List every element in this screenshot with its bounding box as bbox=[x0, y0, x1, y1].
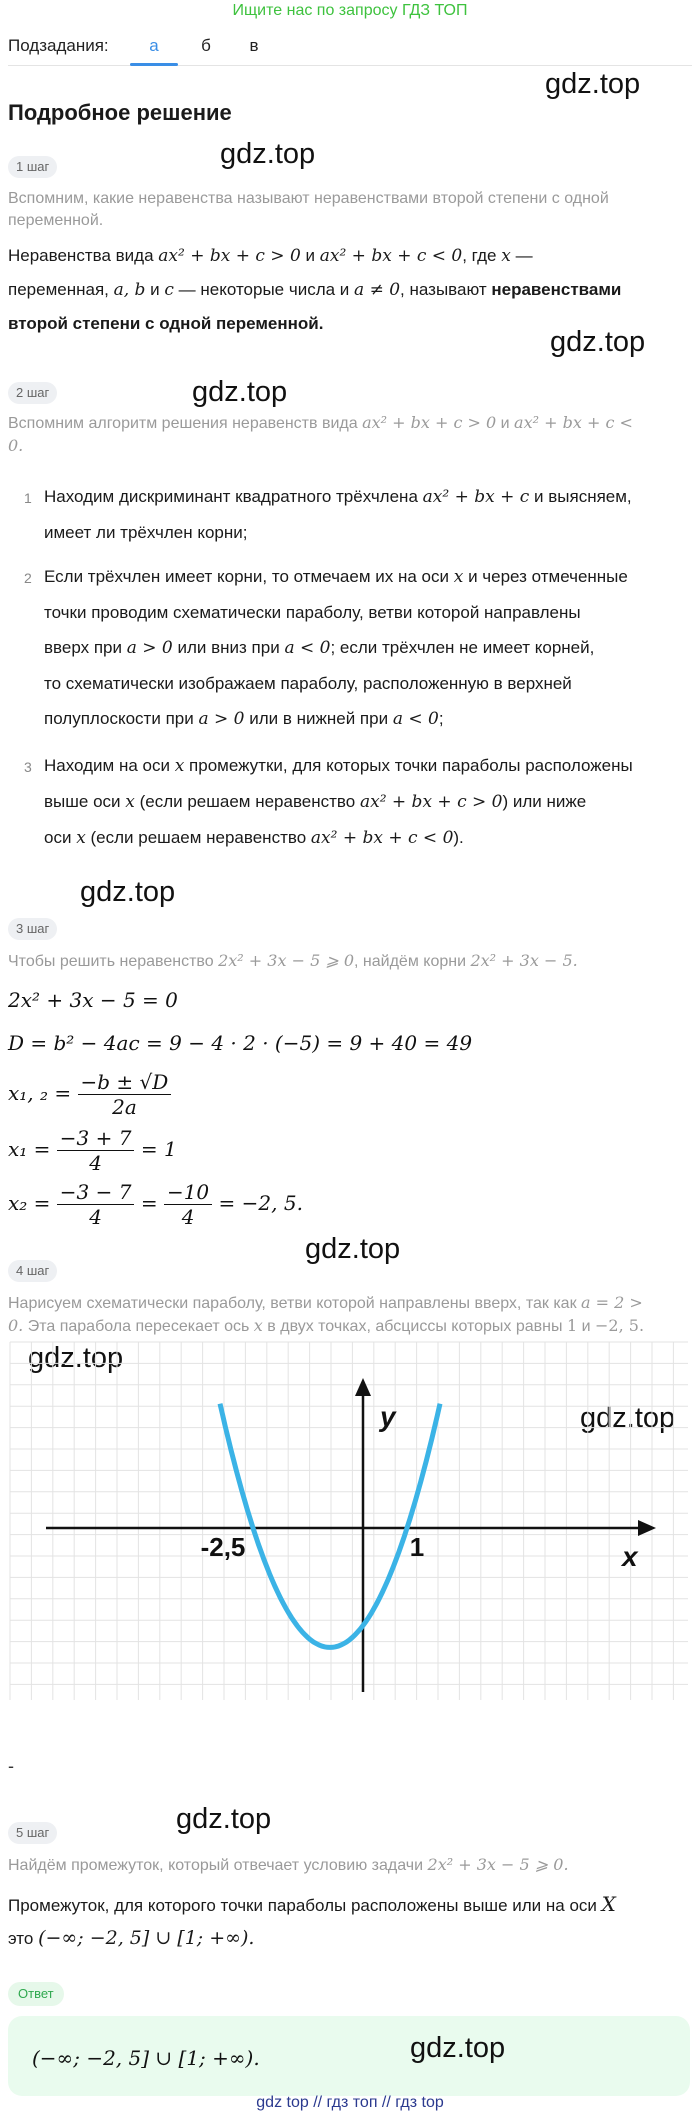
tab-a[interactable]: а bbox=[149, 36, 159, 55]
watermark: gdz.top bbox=[192, 376, 288, 408]
watermark: gdz.top bbox=[305, 1233, 401, 1265]
tick-label-root-left: -2,5 bbox=[200, 1532, 246, 1562]
y-axis-label: y bbox=[380, 1401, 396, 1432]
search-banner: Ищите нас по запросу ГДЗ ТОП bbox=[232, 2, 468, 19]
active-tab-indicator bbox=[130, 63, 178, 66]
watermark: gdz.top bbox=[220, 138, 316, 170]
watermark: gdz.top bbox=[580, 1402, 676, 1434]
step-badge: 2 шаг bbox=[8, 382, 57, 404]
parabola-graph bbox=[8, 1340, 690, 1702]
step-badge: 5 шаг bbox=[8, 1822, 57, 1844]
step1-intro: Вспомним, какие неравенства называют неравенствами второй степени с одной переменной. bbox=[8, 190, 609, 229]
tick-label-root-right: 1 bbox=[409, 1532, 425, 1562]
watermark: gdz.top bbox=[80, 876, 176, 908]
equation: 2x² + 3x − 5 = 0 bbox=[8, 988, 178, 1012]
x-axis-label: x bbox=[622, 1541, 638, 1572]
page-title: Подробное решение bbox=[8, 100, 232, 125]
list-number: 1 bbox=[24, 490, 32, 506]
answer-box bbox=[8, 2016, 690, 2096]
root-x2: x₂ = $\frac{-3 - 7}{4}$ = $\frac{-10}{4}$ = −2, 5. bbox=[8, 1180, 303, 1229]
parabola-curve bbox=[220, 1404, 440, 1648]
root-x1: x₁ = $\frac{-3 + 7}{4}$ = 1 bbox=[8, 1126, 177, 1175]
step2-intro: Вспомним алгоритм решения неравенств вида ax² + bx + c > 0 и ax² + bx + c < 0. bbox=[8, 413, 633, 455]
x-axis-arrow bbox=[638, 1520, 656, 1536]
tab-b[interactable]: б bbox=[201, 36, 211, 55]
step5-intro: Найдём промежуток, который отвечает условию задачи 2x² + 3x − 5 ⩾ 0. bbox=[8, 1855, 569, 1874]
step-badge: 3 шаг bbox=[8, 918, 57, 940]
watermark: gdz.top bbox=[28, 1342, 124, 1374]
list-item: Находим дискриминант квадратного трёхчлена ax² + bx + c и выясняем, имеет ли трёхчлен корни; bbox=[44, 487, 632, 542]
list-number: 2 bbox=[24, 570, 32, 586]
answer-value: (−∞; −2, 5] ∪ [1; +∞). bbox=[32, 2046, 260, 2070]
discriminant: D = b² − 4ac = 9 − 4 · 2 · (−5) = 9 + 40 = 49 bbox=[8, 1031, 473, 1055]
graph-grid bbox=[10, 1342, 688, 1700]
separator-dash: - bbox=[8, 1756, 14, 1776]
watermark: gdz.top bbox=[550, 326, 646, 358]
list-item: Находим на оси x промежутки, для которых точки параболы расположены выше оси x (если решаем неравенство ax² + bx + c > 0) или ниже оси x (если решаем неравенство ax² + bx + c < 0). bbox=[44, 756, 633, 848]
step1-text: Неравенства вида ax² + bx + c > 0 и ax² + bx + c < 0, где x — переменная, a, b и c — некоторые числа и a ≠ 0, называют неравенствами второй степени с одной переменной. bbox=[8, 246, 622, 333]
subtasks-label: Подзадания: bbox=[8, 36, 109, 55]
y-axis-arrow bbox=[355, 1378, 371, 1396]
subtasks-bar bbox=[8, 28, 692, 66]
step5-text: Промежуток, для которого точки параболы расположены выше или на оси X это (−∞; −2, 5] ∪ [1; +∞). bbox=[8, 1892, 616, 1949]
watermark: gdz.top bbox=[410, 2032, 506, 2064]
answer-badge: Ответ bbox=[8, 1982, 64, 2006]
list-item: Если трёхчлен имеет корни, то отмечаем их на оси x и через отмеченные точки проводим схематически параболу, ветви которой направлены вверх при a > 0 или вниз при a < 0; если трёхчлен не имеет корней, то схематически изображаем параболу, расположенную в верхней полуплоскости при a > 0 или в нижней при a < 0; bbox=[44, 567, 628, 729]
footer-links[interactable]: gdz top // гдз топ // гдз top bbox=[256, 2094, 444, 2111]
list-number: 3 bbox=[24, 759, 32, 775]
step3-intro: Чтобы решить неравенство 2x² + 3x − 5 ⩾ 0, найдём корни 2x² + 3x − 5. bbox=[8, 951, 578, 970]
step-badge: 1 шаг bbox=[8, 156, 57, 178]
watermark: gdz.top bbox=[545, 68, 641, 100]
step-badge: 4 шаг bbox=[8, 1260, 57, 1282]
roots-formula: x₁, ₂ = $\frac{-b \pm √D}{2a}$ bbox=[8, 1070, 171, 1119]
tab-v[interactable]: в bbox=[249, 36, 259, 55]
watermark: gdz.top bbox=[176, 1803, 272, 1835]
step4-intro: Нарисуем схематически параболу, ветви которой направлены вверх, так как a = 2 > 0. Эта парабола пересекает ось x в двух точках, абсциссы которых равны 1 и −2, 5. bbox=[8, 1293, 645, 1335]
